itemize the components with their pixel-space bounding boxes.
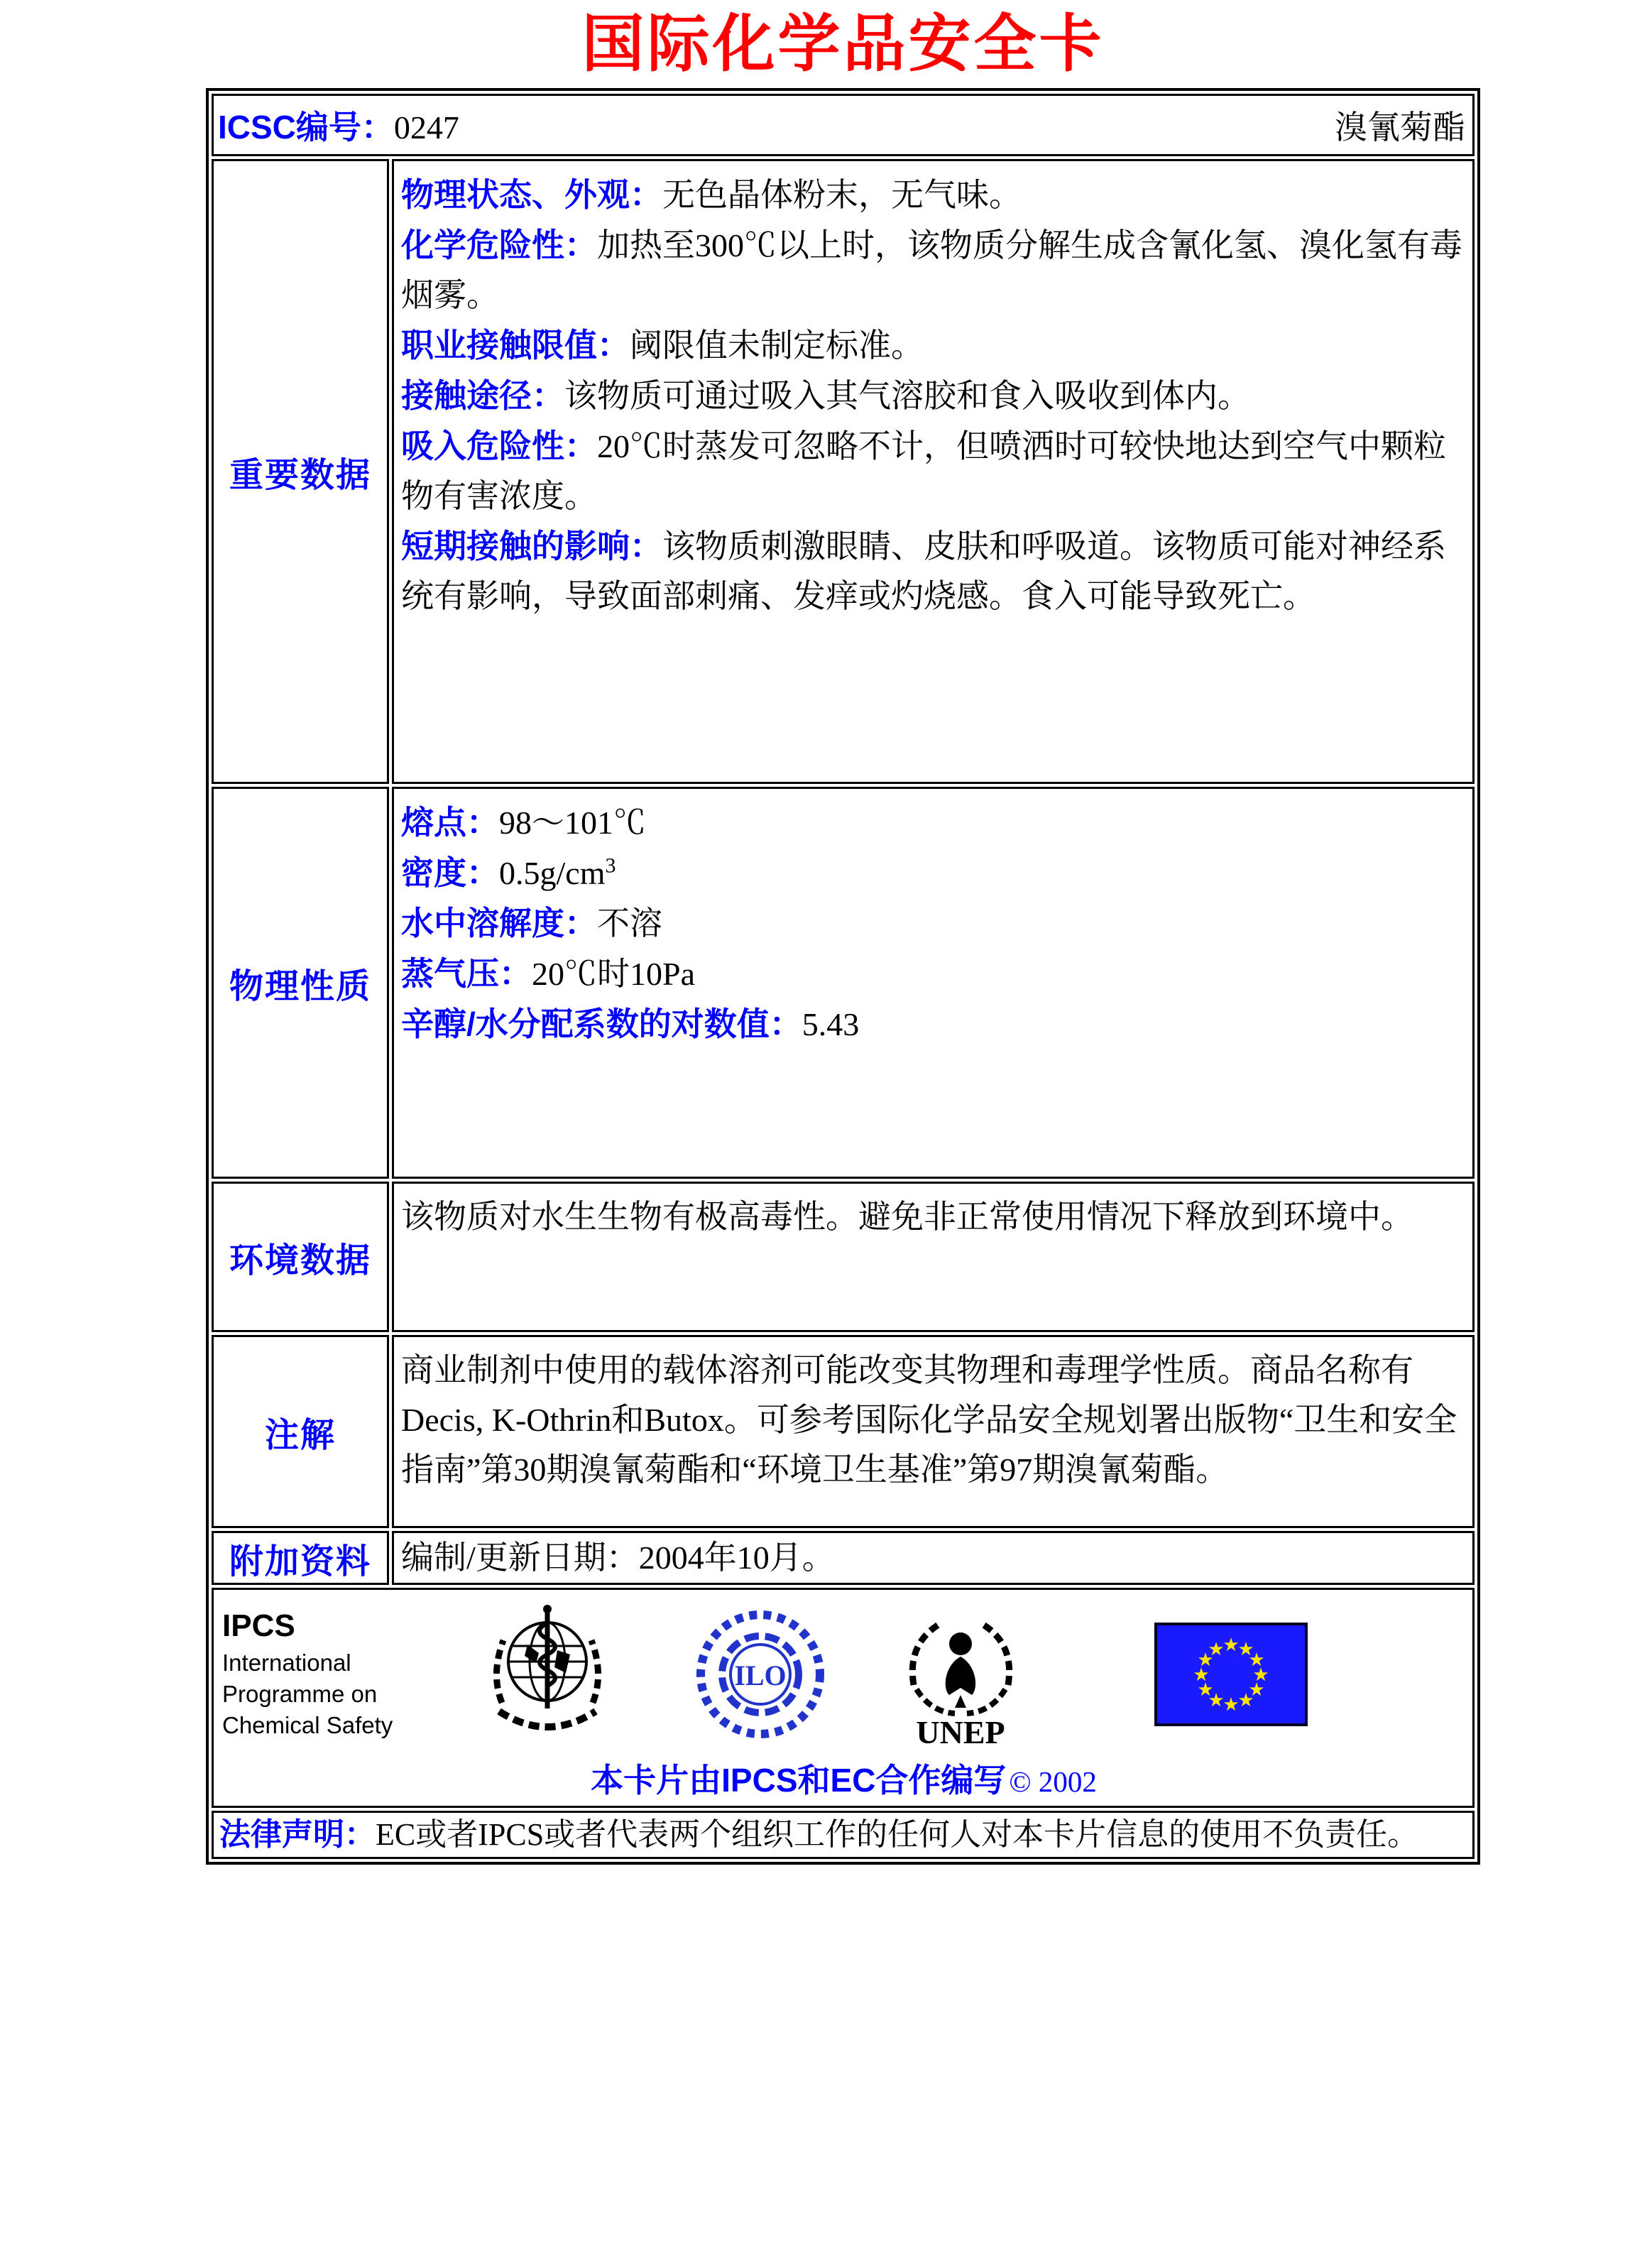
copyright-text: © 2002 — [1009, 1765, 1097, 1798]
property-log-kow: 辛醇/水分配系数的对数值：5.43 — [401, 1005, 860, 1042]
property-vapor-pressure: 蒸气压：20℃时10Pa — [401, 955, 695, 992]
environmental-data-text: 该物质对水生生物有极高毒性。避免非正常使用情况下释放到环境中。 — [401, 1199, 1413, 1235]
property-melting-point: 熔点：98～101℃ — [401, 804, 646, 841]
ipcs-line-1: International — [222, 1650, 351, 1676]
cooperation-caption — [222, 1755, 1465, 1801]
legal-notice-label: 法律声明： — [219, 1817, 376, 1852]
additional-info-content — [392, 1531, 1475, 1585]
svg-text:★: ★ — [1222, 1694, 1240, 1716]
ipcs-line-3: Chemical Safety — [222, 1712, 393, 1738]
environmental-data-row — [212, 1182, 1475, 1332]
unep-logo-icon — [895, 1600, 1027, 1749]
additional-info-label: 附加资料 — [212, 1531, 389, 1585]
icsc-number — [218, 102, 459, 148]
svg-text:★: ★ — [1237, 1690, 1254, 1711]
additional-info-text: 编制/更新日期：2004年10月。 — [401, 1539, 835, 1576]
eu-flag-icon — [1154, 1623, 1308, 1726]
ilo-logo-icon — [696, 1606, 824, 1744]
svg-text:★: ★ — [1252, 1664, 1269, 1686]
important-item-exposure-route: 接触途径：该物质可通过吸入其气溶胶和食入吸收到体内。 — [401, 377, 1250, 414]
property-water-solubility: 水中溶解度：不溶 — [401, 905, 662, 942]
important-data-label: 重要数据 — [212, 159, 389, 784]
legal-notice-text: EC或者IPCS或者代表两个组织工作的任何人对本卡片信息的使用不负责任。 — [376, 1817, 1419, 1852]
chemical-name: 溴氰菊酯 — [1335, 109, 1465, 146]
density-superscript: 3 — [605, 854, 616, 878]
ilo-logo-text: ILO — [734, 1659, 787, 1691]
notes-row — [212, 1335, 1475, 1528]
logos-strip — [222, 1600, 1465, 1749]
icsc-number-label: ICSC编号： — [218, 109, 394, 146]
important-item-short-term-effects: 短期接触的影响：该物质刺激眼睛、皮肤和呼吸道。该物质可能对神经系统有影响，导致面部刺痛、发痒或灼烧感。食入可能导致死亡。 — [401, 528, 1446, 614]
svg-text:★: ★ — [1193, 1664, 1210, 1686]
physical-properties-content — [392, 787, 1475, 1179]
important-item-chemical-danger: 化学危险性：加热至300℃以上时，该物质分解生成含氰化氢、溴化氢有毒烟雾。 — [401, 227, 1462, 313]
svg-text:★: ★ — [1197, 1650, 1214, 1671]
important-data-row — [212, 159, 1475, 784]
svg-text:★: ★ — [1208, 1639, 1225, 1660]
svg-text:★: ★ — [1197, 1679, 1214, 1701]
ipcs-line-2: Programme on — [222, 1681, 378, 1707]
property-density: 密度：$0.5g/cm^3$ — [401, 854, 616, 891]
environmental-data-content — [392, 1182, 1475, 1332]
page — [206, 0, 1480, 1865]
page-title: 国际化学品安全卡 — [581, 11, 1105, 80]
cooperation-caption-text: 本卡片由IPCS和EC合作编写 — [591, 1762, 1007, 1799]
legal-row — [212, 1811, 1475, 1859]
physical-properties-row — [212, 787, 1475, 1179]
unep-logo-text: UNEP — [916, 1714, 1005, 1749]
who-logo-icon — [483, 1603, 611, 1745]
important-item-physical-state: 物理状态、外观：无色晶体粉末，无气味。 — [401, 176, 1022, 213]
important-item-occupational-limit: 职业接触限值：阈限值未制定标准。 — [401, 327, 924, 364]
ipcs-text-block — [222, 1608, 421, 1741]
important-item-inhalation-risk: 吸入危险性：20℃时蒸发可忽略不计，但喷洒时可较快地达到空气中颗粒物有害浓度。 — [401, 427, 1446, 514]
legal-notice — [212, 1811, 1475, 1859]
additional-info-row — [212, 1531, 1475, 1585]
svg-text:★: ★ — [1208, 1690, 1225, 1711]
svg-text:★: ★ — [1248, 1650, 1265, 1671]
important-data-content — [392, 159, 1475, 784]
svg-text:★: ★ — [1237, 1639, 1254, 1660]
svg-text:★: ★ — [1222, 1635, 1240, 1656]
logos-row — [212, 1588, 1475, 1808]
svg-text:★: ★ — [1248, 1679, 1265, 1701]
notes-text: 商业制剂中使用的载体溶剂可能改变其物理和毒理学性质。商品名称有Decis, K-Othrin和Butox。可参考国际化学品安全规划署出版物“卫生和安全指南”第30期溴氰菊酯和“环境卫生基准”第97期溴氰菊酯。 — [401, 1352, 1457, 1488]
physical-properties-label: 物理性质 — [212, 787, 389, 1179]
icsc-card-table — [206, 88, 1480, 1865]
ipcs-acronym: IPCS — [222, 1608, 295, 1643]
notes-label: 注解 — [212, 1335, 389, 1528]
icsc-number-value: 0247 — [393, 109, 459, 146]
environmental-data-label: 环境数据 — [212, 1182, 389, 1332]
header-row — [212, 94, 1475, 156]
notes-content — [392, 1335, 1475, 1528]
